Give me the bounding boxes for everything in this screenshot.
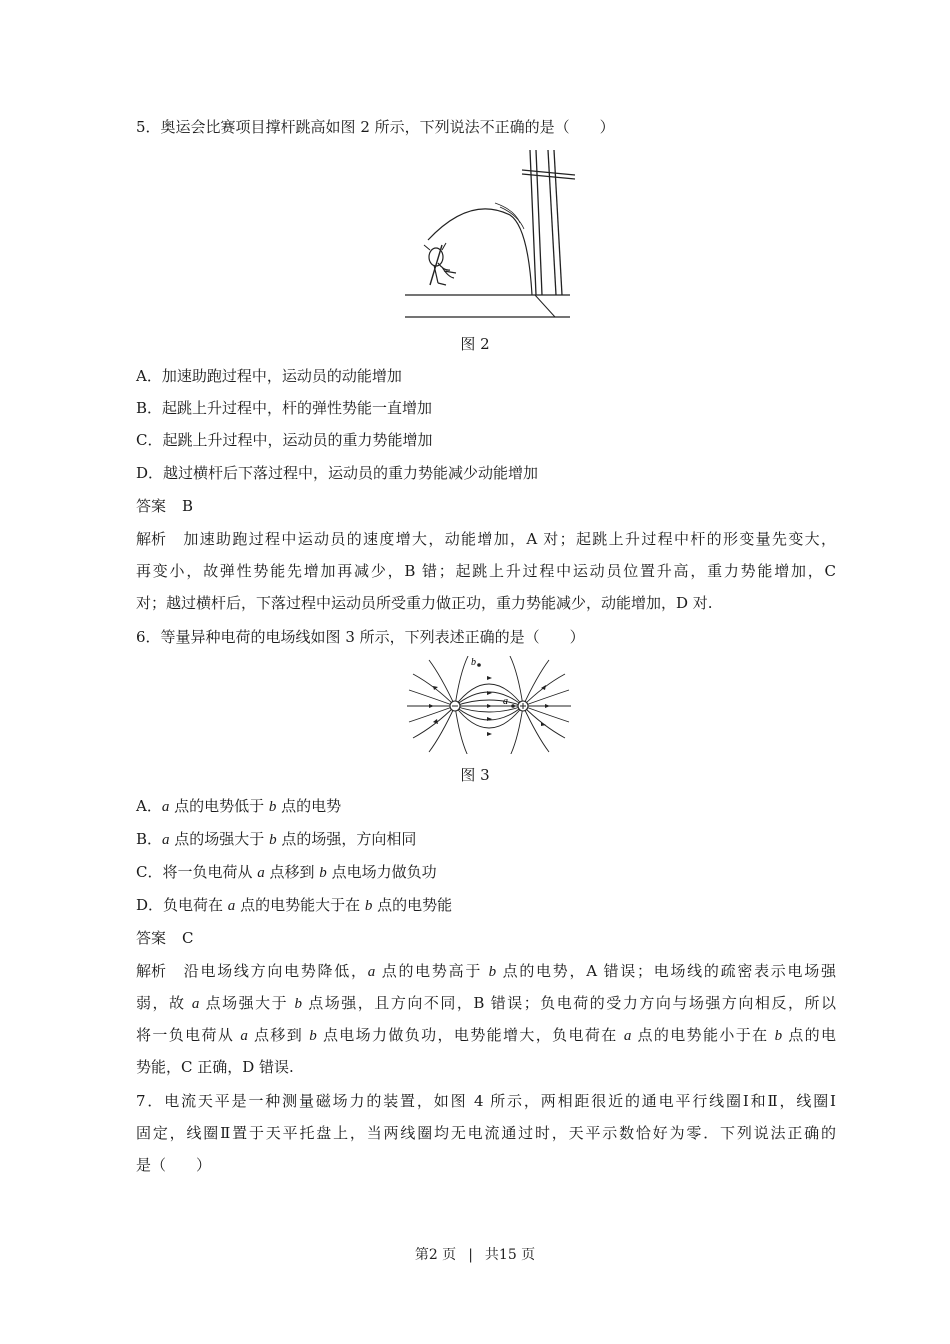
question-7-stem-line-2: 固定，线圈Ⅱ置于天平托盘上，当两线圈均无电流通过时，天平示数恰好为零．下列说法正确的 — [136, 1124, 836, 1142]
q6-analysis-line-2: 弱，故 a 点场强大于 b 点场强，且方向不同，B 错误；负电荷的受力方向与场强方向相反，所以 — [136, 994, 836, 1012]
question-6-stem: 6．等量异种电荷的电场线如图 3 所示，下列表述正确的是（ ） — [136, 628, 585, 646]
q6-answer — [136, 927, 836, 949]
point-b-label: b — [471, 657, 476, 668]
figure-3-caption: 图 3 — [460, 766, 490, 784]
q5-option-d: D．越过横杆后下落过程中，运动员的重力势能减少动能增加 — [136, 464, 539, 482]
q5-analysis-line-2: 再变小，故弹性势能先增加再减少，B 错；起跳上升过程中运动员位置升高，重力势能增加，C — [136, 562, 836, 580]
answer-label: 答案 — [136, 929, 167, 947]
page-total: 共15 页 — [484, 1247, 536, 1263]
analysis-text: 加速助跑过程中运动员的速度增大，动能增加，A 对；起跳上升过程中杆的形变量先变大， — [182, 530, 836, 548]
q6-option-d: D．负电荷在 a 点的电势能大于在 b 点的电势能 — [136, 896, 453, 914]
q5-analysis-line-1 — [136, 528, 836, 550]
pole-vault-figure — [400, 145, 580, 323]
answer-value: C — [182, 929, 194, 947]
question-7-stem-line-3: 是（ ） — [136, 1156, 212, 1174]
q6-analysis-line-1: 解析 沿电场线方向电势降低，a 点的电势高于 b 点的电势，A 错误；电场线的疏密表示电场强 — [136, 962, 836, 980]
q5-option-c: C．起跳上升过程中，运动员的重力势能增加 — [136, 431, 433, 449]
q6-analysis-line-3: 将一负电荷从 a 点移到 b 点电场力做负功，电势能增大，负电荷在 a 点的电势能小于在 b 点的电 — [136, 1026, 836, 1044]
analysis-label: 解析 — [136, 962, 167, 980]
q5-analysis-line-3: 对；越过横杆后，下落过程中运动员所受重力做正功，重力势能减少，动能增加，D 对. — [136, 594, 713, 612]
q5-answer — [136, 495, 836, 517]
figure-2-caption: 图 2 — [460, 335, 490, 353]
q6-option-b: B．a 点的场强大于 b 点的场强，方向相同 — [136, 830, 417, 848]
q6-analysis-line-4: 势能，C 正确，D 错误. — [136, 1058, 294, 1076]
answer-label: 答案 — [136, 497, 167, 515]
q6-option-a: A．a 点的电势低于 b 点的电势 — [136, 797, 342, 815]
footer-separator: | — [468, 1247, 473, 1263]
page-number: 第2 页 — [414, 1247, 457, 1263]
q5-option-a: A．加速助跑过程中，运动员的动能增加 — [136, 367, 402, 385]
page-footer — [0, 1244, 950, 1264]
electric-field-lines-figure — [405, 656, 573, 754]
answer-value: B — [182, 497, 194, 515]
question-5-stem: 5．奥运会比赛项目撑杆跳高如图 2 所示，下列说法不正确的是（ ） — [136, 118, 615, 136]
analysis-label: 解析 — [136, 530, 167, 548]
q6-option-c: C．将一负电荷从 a 点移到 b 点电场力做负功 — [136, 863, 437, 881]
q5-option-b: B．起跳上升过程中，杆的弹性势能一直增加 — [136, 399, 433, 417]
question-7-stem-line-1: 7．电流天平是一种测量磁场力的装置，如图 4 所示，两相距很近的通电平行线圈Ⅰ和Ⅱ，线圈Ⅰ — [136, 1092, 836, 1110]
point-a-label: a — [503, 696, 508, 707]
